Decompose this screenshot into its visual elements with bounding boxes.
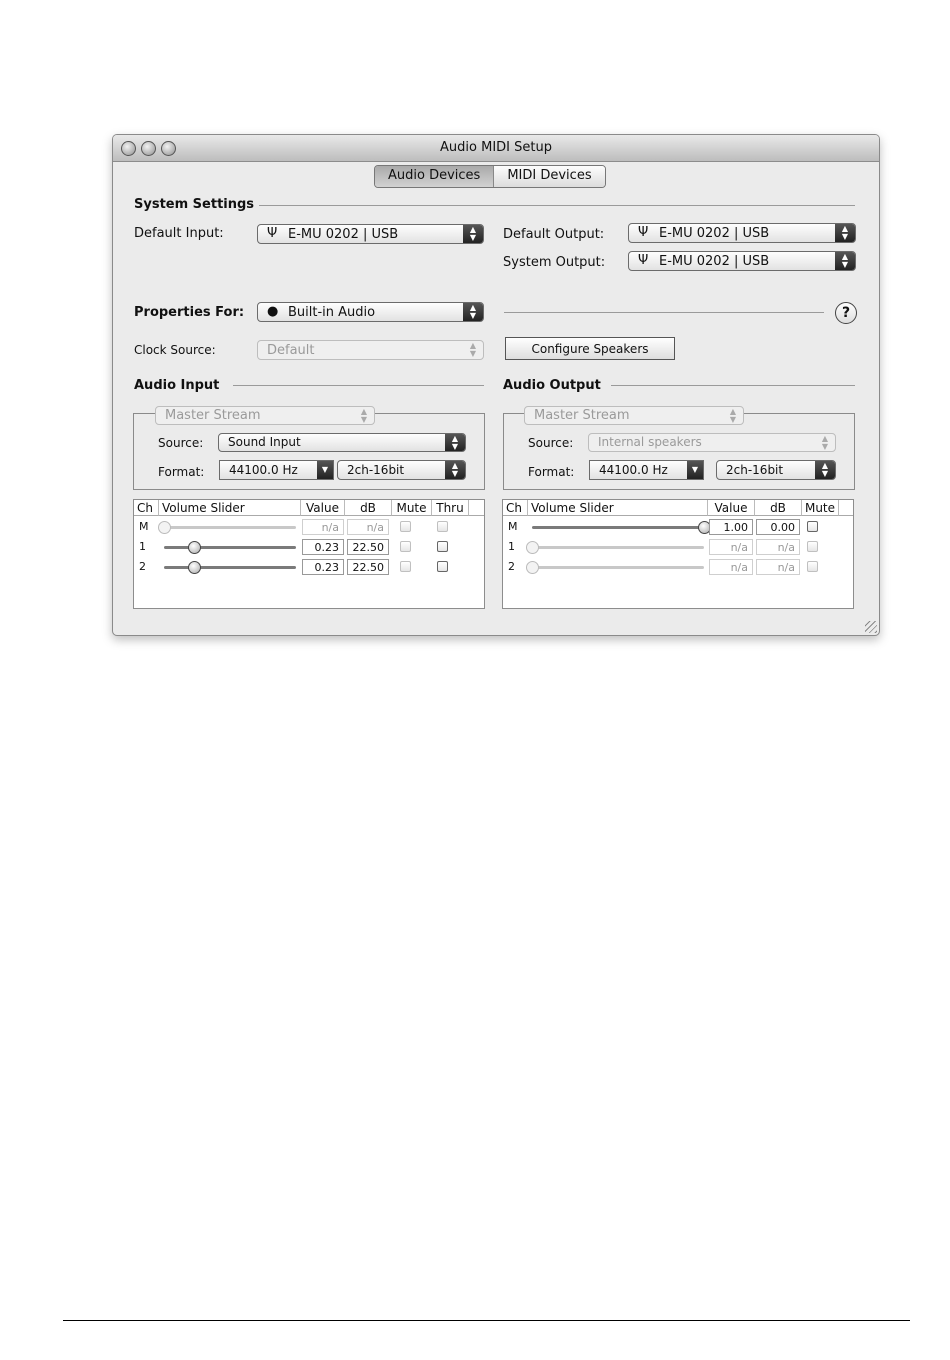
help-button[interactable]: ? [835,302,857,324]
output-source-value: Internal speakers [598,435,702,449]
output-rate-value: 44100.0 Hz [599,463,668,477]
input-db-field[interactable]: n/a [347,519,389,535]
column-header: Value [301,500,345,516]
input-channel-label: M [139,520,149,533]
output-db-field[interactable]: n/a [756,539,800,555]
input-source-value: Sound Input [228,435,301,449]
audio-output-heading: Audio Output [503,378,601,393]
clock-source-value: Default [267,343,315,358]
output-channel-table [502,499,854,609]
apple-icon: ● [267,304,279,319]
output-stream-value: Master Stream [534,408,630,423]
input-bits-popup[interactable] [337,460,466,480]
input-value-field[interactable]: 0.23 [302,539,344,555]
properties-for-value: Built-in Audio [288,305,376,320]
output-format-label: Format: [528,465,575,479]
input-value-field[interactable]: n/a [302,519,344,535]
slider-track [532,566,704,569]
chevron-down-icon: ▼ [687,461,703,479]
default-input-popup[interactable] [257,224,484,244]
usb-icon: Ψ [267,226,278,241]
slider-knob[interactable] [526,541,539,554]
column-header: Thru [432,500,469,516]
input-channel-label: 1 [139,540,146,553]
clock-source-popup[interactable] [257,340,484,360]
output-db-field[interactable]: 0.00 [756,519,800,535]
slider-track [532,526,704,529]
output-volume-slider[interactable] [532,521,704,533]
slider-knob[interactable] [188,561,201,574]
audio-midi-setup-window [112,134,880,636]
slider-track [164,526,296,529]
default-input-value: E-MU 0202 | USB [288,227,399,242]
output-channel-label: 1 [508,540,515,553]
title-bar[interactable] [113,135,879,162]
slider-track [532,546,704,549]
divider [233,385,484,386]
output-mute-checkbox[interactable] [807,541,818,552]
properties-for-label: Properties For: [134,305,245,320]
column-header: Mute [802,500,839,516]
stepper-arrows-icon: ▲ ▼ [463,225,483,243]
stepper-arrows-icon: ▲ ▼ [729,407,737,424]
tab-midi-devices[interactable]: MIDI Devices [493,166,604,187]
slider-knob[interactable] [526,561,539,574]
output-stream-popup[interactable] [524,406,744,425]
output-value-field[interactable]: n/a [709,539,753,555]
output-channel-label: 2 [508,560,515,573]
divider [504,312,824,313]
output-channel-label: M [508,520,518,533]
output-value-field[interactable]: n/a [709,559,753,575]
default-output-popup[interactable] [628,223,856,243]
output-source-popup[interactable] [588,433,836,452]
usb-icon: Ψ [638,225,649,240]
column-header: Ch [134,500,159,516]
stepper-arrows-icon: ▲ ▼ [835,224,855,242]
column-header [839,500,853,516]
default-input-label: Default Input: [134,226,224,241]
input-stream-popup[interactable] [155,406,375,425]
system-output-label: System Output: [503,255,606,270]
output-volume-slider[interactable] [532,561,704,573]
tab-bar [374,165,606,188]
output-mute-checkbox[interactable] [807,561,818,572]
column-header [469,500,484,516]
stepper-arrows-icon: ▲ ▼ [815,461,835,479]
output-db-field[interactable]: n/a [756,559,800,575]
system-output-value: E-MU 0202 | USB [659,254,770,269]
output-source-label: Source: [528,436,574,450]
configure-speakers-button[interactable]: Configure Speakers [505,337,675,360]
input-channel-table [133,499,485,609]
chevron-down-icon: ▼ [317,461,333,479]
column-header: Ch [503,500,528,516]
input-source-popup[interactable] [218,433,466,452]
properties-for-popup[interactable] [257,302,484,322]
stepper-arrows-icon: ▲ ▼ [445,434,465,451]
stepper-arrows-icon: ▲ ▼ [445,461,465,479]
input-rate-combo[interactable] [219,460,334,480]
audio-input-heading: Audio Input [134,378,220,393]
page-footer-rule [63,1320,910,1321]
divider [259,205,855,206]
column-header: Mute [392,500,432,516]
input-volume-slider[interactable] [164,541,296,553]
column-header: Volume Slider [528,500,708,516]
stepper-arrows-icon: ▲ ▼ [821,434,829,451]
output-volume-slider[interactable] [532,541,704,553]
slider-track [164,566,296,569]
divider [611,385,855,386]
system-output-popup[interactable] [628,251,856,271]
input-channel-label: 2 [139,560,146,573]
window-title: Audio MIDI Setup [440,140,552,155]
stepper-arrows-icon: ▲ ▼ [469,341,477,358]
system-settings-heading: System Settings [134,197,255,212]
input-db-field[interactable]: 22.50 [347,559,389,575]
slider-track [164,546,296,549]
output-bits-value: 2ch-16bit [726,463,784,477]
input-volume-slider[interactable] [164,521,296,533]
input-thru-checkbox[interactable] [437,521,448,532]
slider-knob[interactable] [188,541,201,554]
input-mute-checkbox[interactable] [400,561,411,572]
input-rate-value: 44100.0 Hz [229,463,298,477]
slider-knob[interactable] [158,521,171,534]
input-volume-slider[interactable] [164,561,296,573]
stepper-arrows-icon: ▲ ▼ [463,303,483,321]
default-output-value: E-MU 0202 | USB [659,226,770,241]
input-stream-value: Master Stream [165,408,261,423]
input-db-field[interactable]: 22.50 [347,539,389,555]
column-header: Value [708,500,755,516]
tab-audio-devices[interactable]: Audio Devices [375,166,493,187]
default-output-label: Default Output: [503,227,605,242]
output-bits-popup[interactable] [716,460,836,480]
input-thru-checkbox[interactable] [437,541,448,552]
stepper-arrows-icon: ▲ ▼ [835,252,855,270]
clock-source-label: Clock Source: [134,343,216,357]
stepper-arrows-icon: ▲ ▼ [360,407,368,424]
input-source-label: Source: [158,436,204,450]
output-value-field[interactable]: 1.00 [709,519,753,535]
input-format-label: Format: [158,465,205,479]
usb-icon: Ψ [638,253,649,268]
column-header: dB [345,500,392,516]
input-mute-checkbox[interactable] [400,541,411,552]
input-mute-checkbox[interactable] [400,521,411,532]
output-rate-combo[interactable] [589,460,704,480]
resize-grip-icon[interactable] [865,621,877,633]
input-value-field[interactable]: 0.23 [302,559,344,575]
output-mute-checkbox[interactable] [807,521,818,532]
input-bits-value: 2ch-16bit [347,463,405,477]
column-header: dB [755,500,802,516]
input-thru-checkbox[interactable] [437,561,448,572]
column-header: Volume Slider [159,500,301,516]
